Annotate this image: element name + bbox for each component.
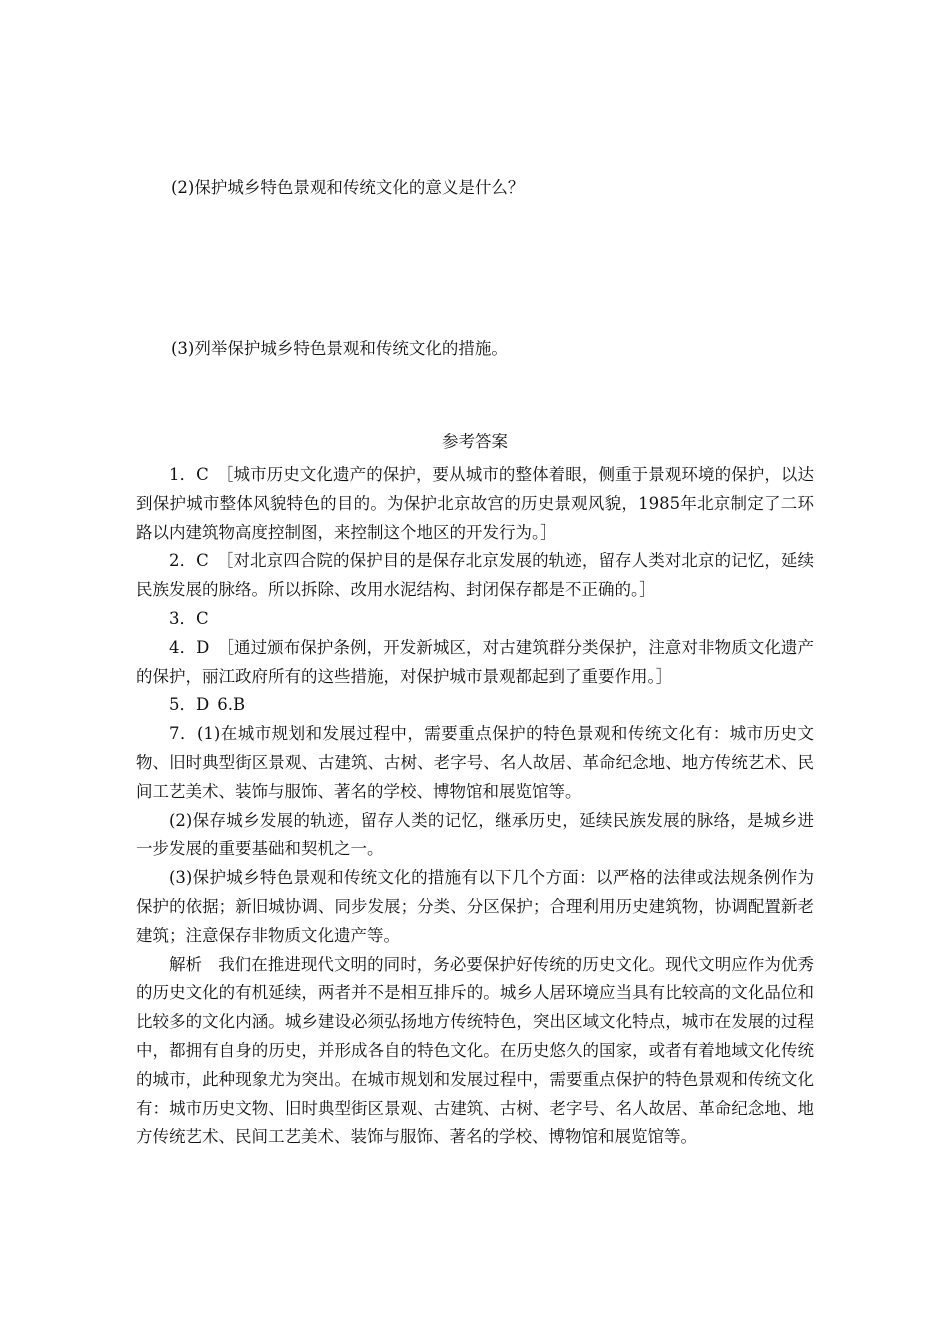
answer-number: 3．C: [169, 608, 209, 628]
question-3: (3)列举保护城乡特色景观和传统文化的措施。: [171, 339, 508, 358]
answer-text: (2)保存城乡发展的轨迹，留存人类的记忆，继承历史，延续民族发展的脉络，是城乡进一步发展的重要基础和契机之一。: [136, 810, 814, 859]
answer-text: ［通过颁布保护条例，开发新城区，对古建筑群分类保护，注意对非物质文化遗产的保护，丽江政府所有的这些措施，对保护城市景观都起到了重要作用。］: [136, 637, 814, 686]
answers-title: 参考答案: [442, 432, 508, 451]
question-2: (2)保护城乡特色景观和传统文化的意义是什么？: [171, 178, 525, 197]
answer-number: 2．C: [169, 551, 209, 571]
answer-item: [136, 547, 814, 605]
answer-item: [136, 691, 814, 720]
answer-item: [136, 864, 814, 950]
analysis-paragraph: [136, 951, 814, 1153]
analysis-text: 我们在推进现代文明的同时，务必要保护好传统的历史文化。现代文明应作为优秀的历史文化的有机延续，两者并不是相互排斥的。城乡人居环境应当具有比较高的文化品位和比较多的文化内涵。城乡建设必须弘扬地方传统特色，突出区域文化特点，城市在发展的过程中，都拥有自身的历史，并形成各自的特色文化。在历史悠久的国家，或者有着地域文化传统的城市，此种现象尤为突出。在城市规划和发展过程中，需要重点保护的特色景观和传统文化有：城市历史文物、旧时典型街区景观、古建筑、古树、老字号、名人故居、革命纪念地、地方传统艺术、民间工艺美术、装饰与服饰、著名的学校、博物馆和展览馆等。: [136, 954, 815, 1147]
analysis-label: 解析: [169, 954, 203, 974]
answer-item: [136, 807, 814, 865]
answer-text: (3)保护城乡特色景观和传统文化的措施有以下几个方面：以严格的法律或法规条例作为保护的依据；新旧城协调、同步发展；分类、分区保护；合理利用历史建筑物，协调配置新老建筑；注意保存非物质文化遗产等。: [136, 868, 814, 945]
answers-section: [136, 461, 814, 1152]
answer-text: 6.B: [217, 695, 246, 715]
answer-item: [136, 634, 814, 692]
answer-item: [136, 605, 814, 634]
answer-text: (1)在城市规划和发展过程中，需要重点保护的特色景观和传统文化有：城市历史文物、旧时典型街区景观、古建筑、古树、老字号、名人故居、革命纪念地、地方传统艺术、民间工艺美术、装饰与服饰、著名的学校、博物馆和展览馆等。: [136, 724, 815, 801]
answer-text: ［对北京四合院的保护目的是保存北京发展的轨迹，留存人类对北京的记忆，延续民族发展的脉络。所以拆除、改用水泥结构、封闭保存都是不正确的。］: [136, 551, 815, 600]
answer-item: [136, 720, 814, 806]
answer-item: [136, 461, 814, 547]
answer-number: 1．C: [169, 465, 209, 484]
answer-number: 5．D: [169, 695, 210, 715]
answer-text: ［城市历史文化遗产的保护，要从城市的整体着眼，侧重于景观环境的保护，以达到保护城市整体风貌特色的目的。为保护北京故宫的历史景观风貌，1985年北京制定了二环路以内建筑物高度控制图，来控制这个地区的开发行为。］: [136, 465, 815, 542]
answer-number: 4．D: [169, 637, 210, 657]
answer-number: 7．: [169, 724, 197, 744]
